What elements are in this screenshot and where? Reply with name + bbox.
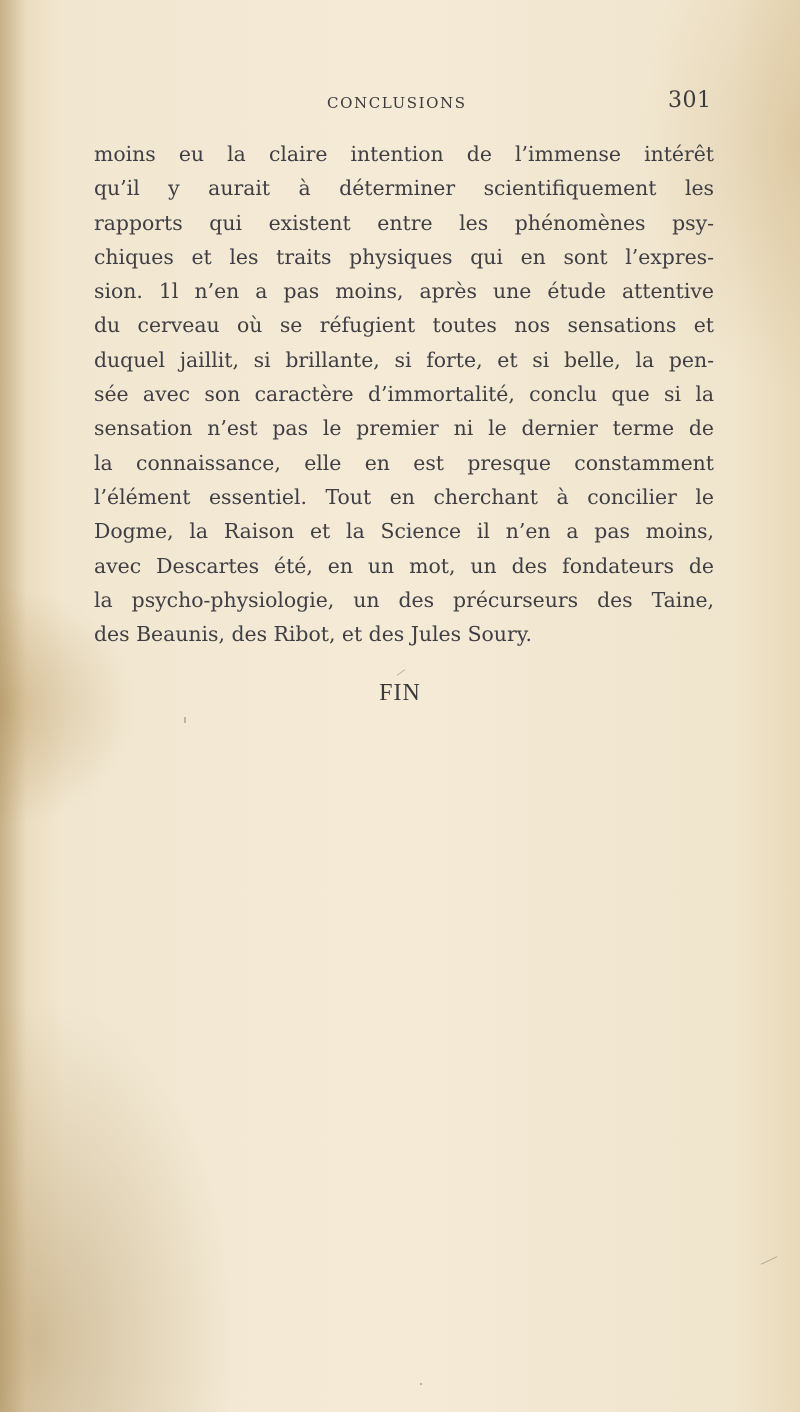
text-line: des Beaunis, des Ribot, et des Jules Soury. [94, 622, 532, 647]
text-line: sée avec son caractère d’immortalité, conclu que si la [94, 382, 714, 407]
text-line: du cerveau où se réfugient toutes nos sensations et [94, 313, 714, 338]
end-marker: FIN [379, 680, 421, 706]
text-line: chiques et les traits physiques qui en sont l’expres- [94, 244, 714, 269]
text-line: sion. 1l n’en a pas moins, après une étude attentive [94, 279, 714, 304]
text-line: la psycho-physiologie, un des précurseurs des Taine, [94, 587, 714, 612]
text-line: Dogme, la Raison et la Science il n’en a pas moins, [94, 519, 714, 544]
text-line: sensation n’est pas le premier ni le dernier terme de [94, 416, 714, 441]
running-head [0, 84, 800, 124]
text-line: qu’il y aurait à déterminer scientifiquement les [94, 176, 714, 201]
text-line: l’élément essentiel. Tout en cherchant à concilier le [94, 484, 714, 509]
paper-speck [397, 669, 406, 676]
paper-speck [761, 1256, 778, 1265]
text-line: moins eu la claire intention de l’immense intérêt [94, 142, 714, 166]
text-line: rapports qui existent entre les phénomènes psy- [94, 210, 714, 235]
text-line: avec Descartes été, en un mot, un des fondateurs de [94, 553, 714, 578]
page-number: 301 [668, 88, 712, 113]
text-line: duquel jaillit, si brillante, si forte, et si belle, la pen- [94, 347, 714, 372]
body-paragraph [94, 137, 714, 651]
paper-speck [184, 717, 186, 723]
paper-speck [420, 1383, 422, 1385]
running-title: CONCLUSIONS [327, 94, 467, 112]
text-line: la connaissance, elle en est presque constamment [94, 450, 714, 475]
